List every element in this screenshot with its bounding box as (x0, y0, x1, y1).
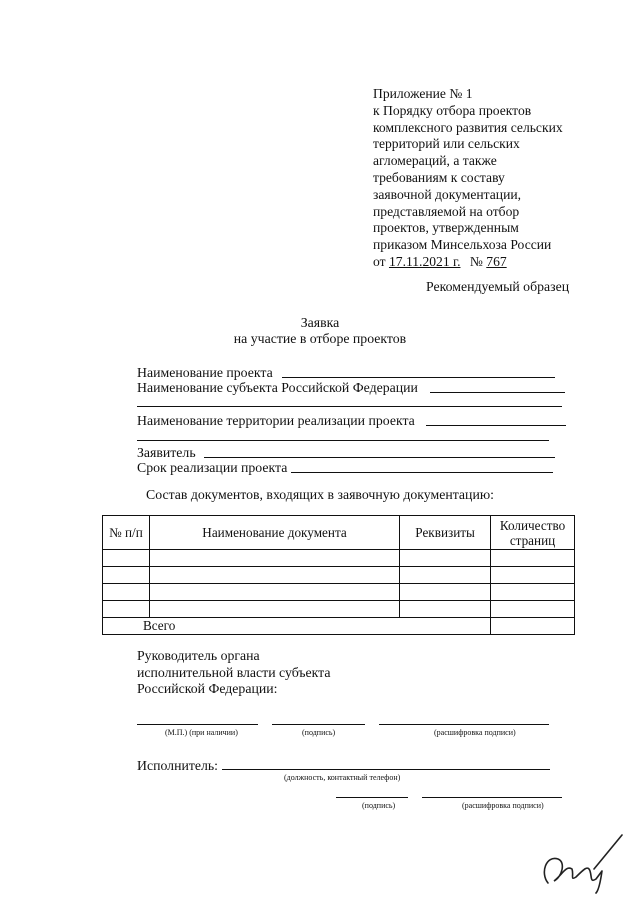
table-row[interactable] (103, 550, 575, 567)
executor-decode-field[interactable] (422, 797, 562, 798)
order-date-line (373, 254, 563, 271)
table-row[interactable] (103, 584, 575, 601)
head-decode-caption: (расшифровка подписи) (434, 728, 516, 737)
executor-signature-field[interactable] (336, 797, 408, 798)
appendix-line: агломераций, а также (373, 153, 497, 169)
head-line: Российской Федерации: (137, 681, 278, 696)
project-name-field[interactable] (282, 377, 555, 378)
head-signature-field[interactable] (272, 724, 365, 725)
table-header-row (103, 516, 575, 550)
head-signature-caption: (подпись) (302, 728, 336, 737)
head-line: Руководитель органа (137, 648, 260, 663)
subject-name-field[interactable] (430, 392, 565, 393)
executor-label: Исполнитель: (137, 758, 219, 773)
project-name-label: Наименование проекта (137, 365, 273, 380)
appendix-line: представляемой на отбор (373, 203, 520, 219)
appendix-line: к Порядку отбора проектов (373, 102, 532, 118)
seal-field[interactable] (137, 724, 258, 725)
appendix-line: территорий или сельских (373, 136, 520, 152)
territory-name-field-cont[interactable] (137, 440, 549, 441)
col-header-number: № п/п (103, 516, 150, 550)
term-field[interactable] (291, 472, 553, 473)
table-row[interactable] (103, 567, 575, 584)
term-label: Срок реализации проекта (137, 460, 288, 475)
form-subtitle: на участие в отборе проектов (233, 331, 407, 346)
number-prefix: № (469, 253, 483, 269)
handwritten-signature (536, 825, 636, 895)
col-header-pages: Количество страниц (491, 516, 575, 550)
appendix-block (373, 86, 563, 271)
documents-table (102, 515, 575, 635)
head-block (137, 648, 330, 698)
territory-name-label: Наименование территории реализации проекта (137, 413, 415, 428)
seal-caption: (М.П.) (при наличии) (165, 728, 238, 737)
subject-name-field-cont[interactable] (137, 406, 562, 407)
applicant-label: Заявитель (137, 445, 196, 460)
executor-position-caption: (должность, контактный телефон) (284, 773, 401, 782)
head-decode-field[interactable] (379, 724, 549, 725)
order-date: 17.11.2021 г. (388, 253, 461, 269)
order-number: 767 (486, 253, 507, 269)
date-prefix: от (373, 253, 386, 269)
col-header-requisites: Реквизиты (400, 516, 491, 550)
appendix-line: заявочной документации, (373, 186, 522, 202)
head-line: исполнительной власти субъекта (137, 664, 331, 680)
executor-decode-caption: (расшифровка подписи) (462, 801, 544, 810)
appendix-line: Приложение № 1 (373, 86, 473, 101)
docs-heading: Состав документов, входящих в заявочную документацию: (146, 487, 494, 502)
appendix-line: приказом Минсельхоза России (373, 237, 552, 253)
executor-signature-caption: (подпись) (362, 801, 396, 810)
table-row[interactable] (103, 601, 575, 618)
appendix-line: требованиям к составу (373, 169, 505, 185)
territory-name-field[interactable] (426, 425, 566, 426)
col-header-doc-name: Наименование документа (149, 516, 399, 550)
sample-label: Рекомендуемый образец (426, 279, 570, 294)
total-label: Всего (103, 618, 491, 635)
appendix-line: комплексного развития сельских (373, 119, 563, 135)
appendix-line: проектов, утвержденным (373, 220, 519, 236)
executor-position-field[interactable] (222, 769, 550, 770)
form-title: Заявка (300, 315, 340, 330)
applicant-field[interactable] (204, 457, 555, 458)
table-total-row (103, 618, 575, 635)
subject-name-label: Наименование субъекта Российской Федерации (137, 380, 418, 395)
total-value[interactable] (491, 618, 575, 635)
